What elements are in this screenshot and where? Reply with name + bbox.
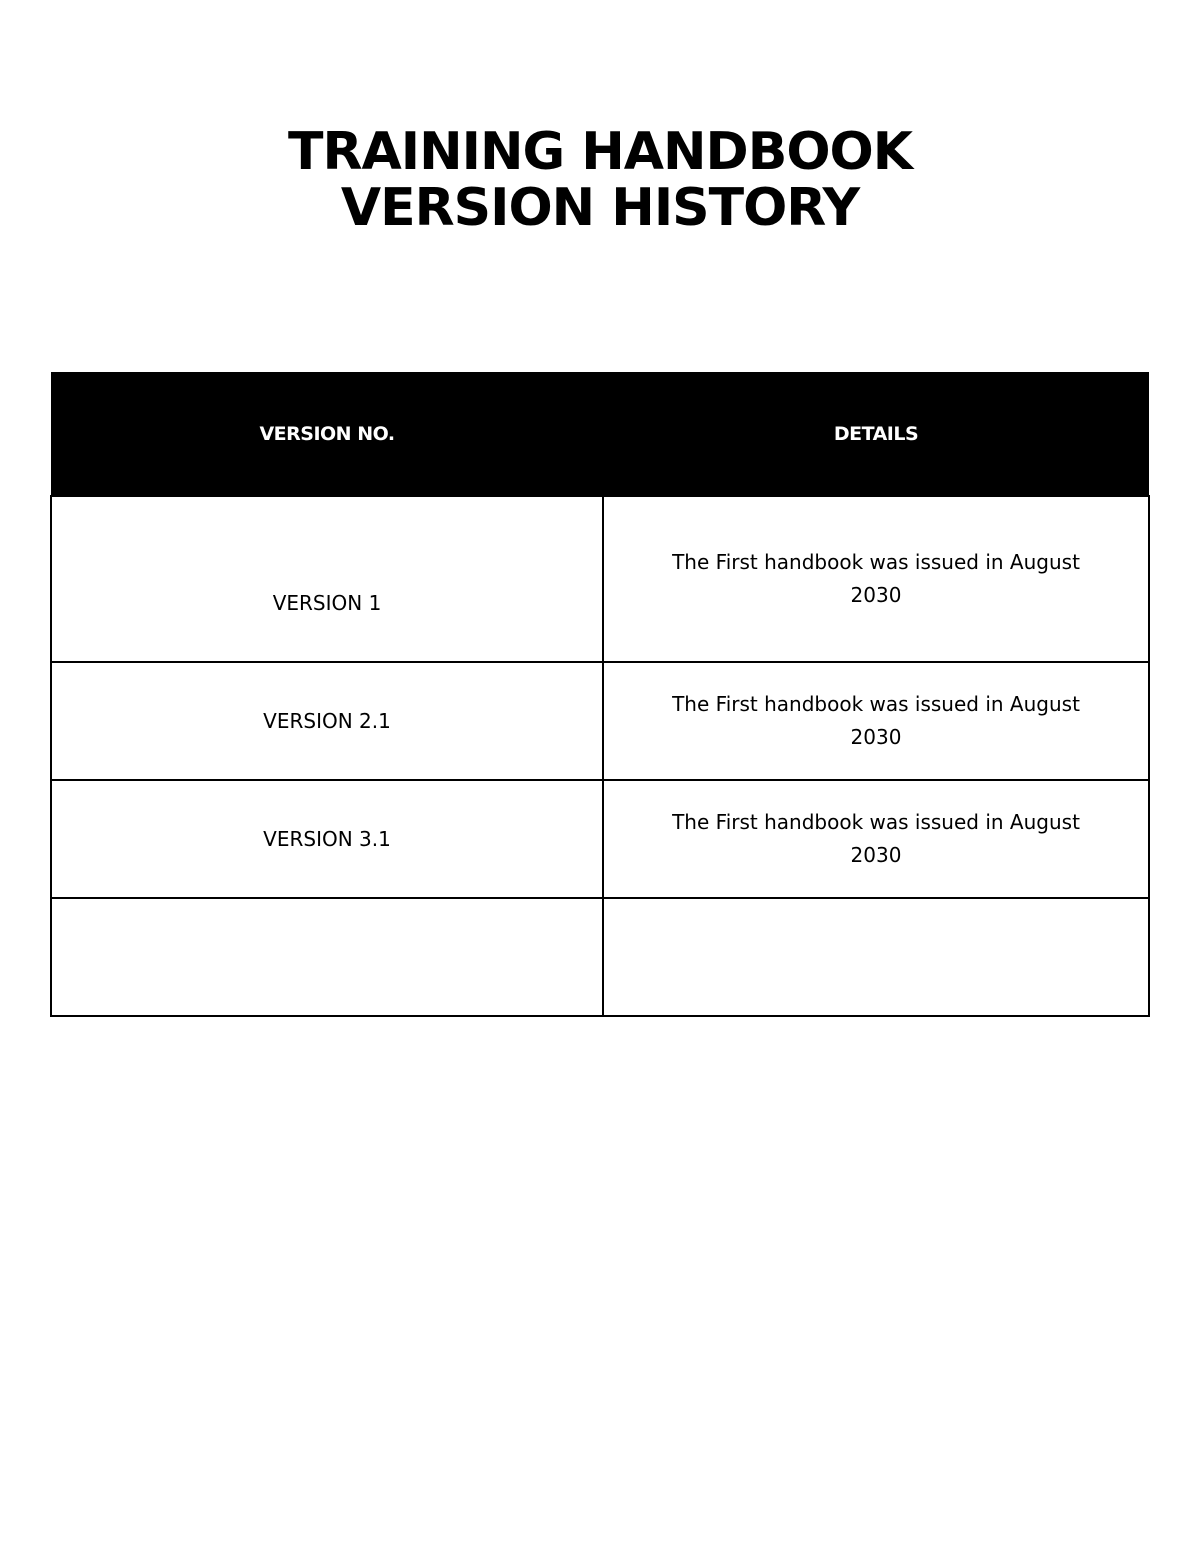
details-cell <box>603 898 1149 1016</box>
details-cell: The First handbook was issued in August 2030 <box>603 662 1149 780</box>
version-cell <box>51 898 603 1016</box>
title-line-2: VERSION HISTORY <box>340 178 860 238</box>
version-cell: VERSION 3.1 <box>51 780 603 898</box>
table-row <box>51 780 1149 898</box>
details-cell: The First handbook was issued in August 2030 <box>603 496 1149 662</box>
table-row <box>51 662 1149 780</box>
header-row <box>51 372 1149 496</box>
page-title <box>0 124 1200 236</box>
header-version: VERSION NO. <box>51 372 603 496</box>
version-table <box>50 372 1150 1017</box>
version-cell: VERSION 1 <box>51 496 603 662</box>
header-details: DETAILS <box>603 372 1149 496</box>
table-row <box>51 496 1149 662</box>
version-cell: VERSION 2.1 <box>51 662 603 780</box>
title-line-1: TRAINING HANDBOOK <box>287 122 913 182</box>
table-row <box>51 898 1149 1016</box>
details-cell: The First handbook was issued in August 2030 <box>603 780 1149 898</box>
